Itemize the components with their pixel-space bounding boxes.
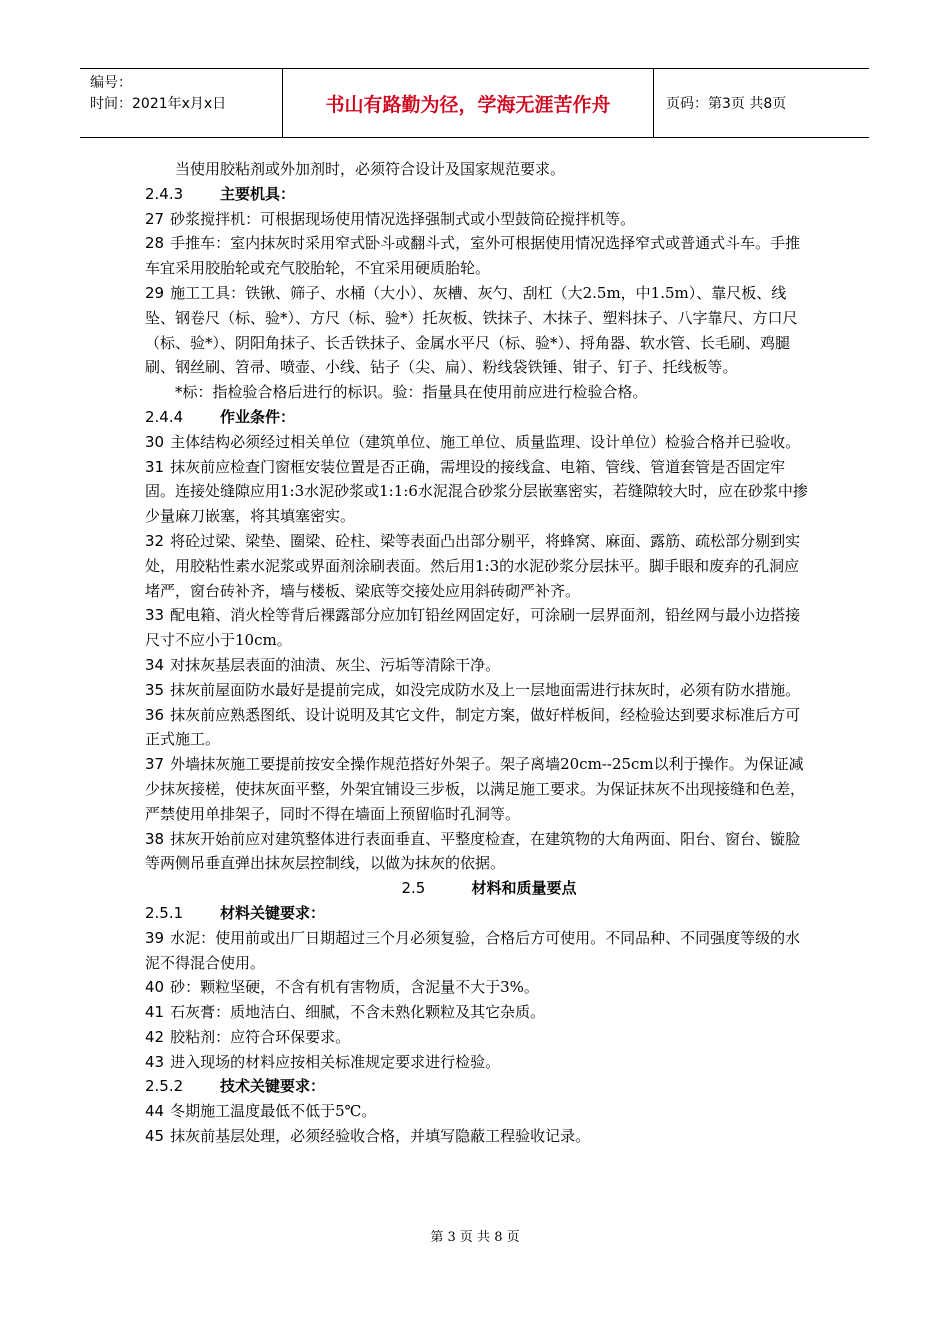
item-text: 进入现场的材料应按相关标准规定要求进行检验。	[170, 1052, 501, 1071]
list-item	[145, 926, 813, 976]
item-text: 手推车：室内抹灰时采用窄式卧斗或翻斗式，室外可根据使用情况选择窄式或普通式斗车。手推车宜采用胶胎轮或充气胶胎轮，不宜采用硬质胎轮。	[145, 234, 801, 278]
section-number: 2.5.1	[145, 903, 184, 922]
item-text: 对抹灰基层表面的油渍、灰尘、污垢等清除干净。	[170, 655, 501, 674]
section-heading	[145, 901, 813, 926]
note-paragraph: *标：指检验合格后进行的标识。验：指量具在使用前应进行检验合格。	[175, 383, 648, 402]
list-item	[145, 975, 813, 1000]
list-item	[145, 703, 813, 753]
section-number: 2.5.2	[145, 1077, 184, 1096]
item-text: 抹灰前屋面防水最好是提前完成，如没完成防水及上一层地面需进行抹灰时，必须有防水措施。	[170, 680, 801, 699]
list-item	[145, 1025, 813, 1050]
item-number: 36	[145, 705, 165, 724]
section-heading	[145, 182, 813, 207]
section-title: 材料和质量要点	[471, 879, 577, 898]
item-number: 39	[145, 928, 165, 947]
item-number: 28	[145, 234, 165, 253]
item-text: 抹灰前应熟悉图纸、设计说明及其它文件，制定方案，做好样板间，经检验达到要求标准后方可正式施工。	[145, 705, 801, 749]
item-number: 30	[145, 432, 165, 451]
header-meta	[80, 69, 283, 137]
list-item	[145, 430, 813, 455]
section-number: 2.4.3	[145, 184, 184, 203]
item-number: 45	[145, 1127, 165, 1146]
item-number: 33	[145, 606, 165, 625]
list-item	[145, 207, 813, 232]
list-item	[145, 678, 813, 703]
section-title: 作业条件：	[220, 407, 296, 426]
item-number: 32	[145, 531, 165, 550]
list-item	[145, 1050, 813, 1075]
list-item	[145, 752, 813, 826]
page-footer: 第 3 页 共 8 页	[430, 1230, 520, 1245]
header-page-info: 页码：第3页 共8页	[666, 96, 787, 112]
section-number: 2.5	[401, 879, 426, 898]
item-number: 34	[145, 655, 165, 674]
item-text: 配电箱、消火栓等背后裸露部分应加钉铅丝网固定好，可涂刷一层界面剂，铅丝网与最小边搭接尺寸不应小于10cm。	[145, 606, 801, 650]
list-item	[145, 281, 813, 380]
document-body	[145, 157, 813, 1149]
item-text: 砂浆搅拌机：可根据现场使用情况选择强制式或小型鼓筒砼搅拌机等。	[170, 209, 636, 228]
item-text: 抹灰前应检查门窗框安装位置是否正确，需埋设的接线盒、电箱、管线、管道套管是否固定牢固。连接处缝隙应用1:3水泥砂浆或1:1:6水泥混合砂浆分层嵌塞密实，若缝隙较大时，应在砂浆中掺少量麻刀嵌塞，将其填塞密实。	[145, 457, 808, 526]
item-number: 37	[145, 755, 165, 774]
code-label: 编号：	[90, 75, 132, 91]
list-item	[145, 529, 813, 603]
section-heading	[145, 405, 813, 430]
section-title: 技术关键要求：	[220, 1077, 326, 1096]
section-number: 2.4.4	[145, 407, 184, 426]
list-item	[145, 653, 813, 678]
item-text: 冬期施工温度最低不低于5℃。	[170, 1102, 377, 1121]
list-item	[145, 1000, 813, 1025]
section-title: 材料关键要求：	[220, 903, 326, 922]
item-number: 35	[145, 680, 165, 699]
item-text: 外墙抹灰施工要提前按安全操作规范搭好外架子。架子离墙20cm--25cm以利于操作。为保证减少抹灰接槎，使抹灰面平整，外架宜铺设三步板，以满足施工要求。为保证抹灰不出现接缝和色差，严禁使用单排架子，同时不得在墙面上预留临时孔洞等。	[145, 755, 806, 823]
item-text: 胶粘剂：应符合环保要求。	[170, 1027, 351, 1046]
item-number: 42	[145, 1027, 165, 1046]
paragraph: 当使用胶粘剂或外加剂时，必须符合设计及国家规范要求。	[175, 160, 566, 178]
list-item	[145, 1099, 813, 1124]
item-text: 抹灰开始前应对建筑整体进行表面垂直、平整度检查，在建筑物的大角两面、阳台、窗台、镟脸等两侧吊垂直弹出抹灰层控制线，以做为抹灰的依据。	[145, 829, 801, 873]
time-label: 时间：2021年x月x日	[90, 96, 227, 112]
item-number: 41	[145, 1003, 165, 1022]
item-text: 抹灰前基层处理，必须经验收合格，并填写隐蔽工程验收记录。	[170, 1127, 591, 1146]
item-number: 44	[145, 1102, 165, 1121]
item-text: 砂：颗粒坚硬，不含有机有害物质，含泥量不大于3%。	[170, 978, 539, 997]
section-title: 主要机具：	[220, 184, 296, 203]
item-text: 将砼过梁、梁垫、圈梁、砼柱、梁等表面凸出部分剔平，将蜂窝、麻面、露筋、疏松部分剔到实处，用胶粘性素水泥浆或界面剂涂刷表面。然后用1:3的水泥砂浆分层抹平。脚手眼和废弃的孔洞应堵严，窗台砖补齐，墙与楼板、梁底等交接处应用斜砖砌严补齐。	[145, 531, 801, 600]
page-header	[80, 68, 869, 138]
list-item	[145, 1124, 813, 1149]
item-text: 施工工具：铁锹、筛子、水桶（大小）、灰槽、灰勺、刮杠（大2.5m，中1.5m）、靠尺板、线坠、钢卷尺（标、验*）、方尺（标、验*）托灰板、铁抹子、木抹子、塑料抹子、八字靠尺、方口尺（标、验*）、阴阳角抹子、长舌铁抹子、金属水平尺（标、验*）、捋角器、软水管、长毛刷、鸡腿刷、钢丝刷、笤帚、喷壶、小线、钻子（尖、扁）、粉线袋铁锤、钳子、钉子、托线板等。	[145, 283, 798, 377]
list-item	[145, 231, 813, 281]
item-text: 石灰膏：质地洁白、细腻，不含未熟化颗粒及其它杂质。	[170, 1003, 546, 1022]
list-item	[145, 603, 813, 653]
item-text: 主体结构必须经过相关单位（建筑单位、施工单位、质量监理、设计单位）检验合格并已验收。	[170, 432, 801, 451]
header-motto: 书山有路勤为径，学海无涯苦作舟	[283, 69, 654, 137]
item-number: 31	[145, 457, 165, 476]
item-number: 43	[145, 1052, 165, 1071]
item-number: 38	[145, 829, 165, 848]
chapter-heading	[145, 876, 813, 901]
list-item	[145, 827, 813, 877]
item-text: 水泥：使用前或出厂日期超过三个月必须复验，合格后方可使用。不同品种、不同强度等级的水泥不得混合使用。	[145, 928, 801, 972]
section-heading	[145, 1074, 813, 1099]
item-number: 27	[145, 209, 165, 228]
list-item	[145, 455, 813, 529]
item-number: 40	[145, 978, 165, 997]
item-number: 29	[145, 283, 165, 302]
